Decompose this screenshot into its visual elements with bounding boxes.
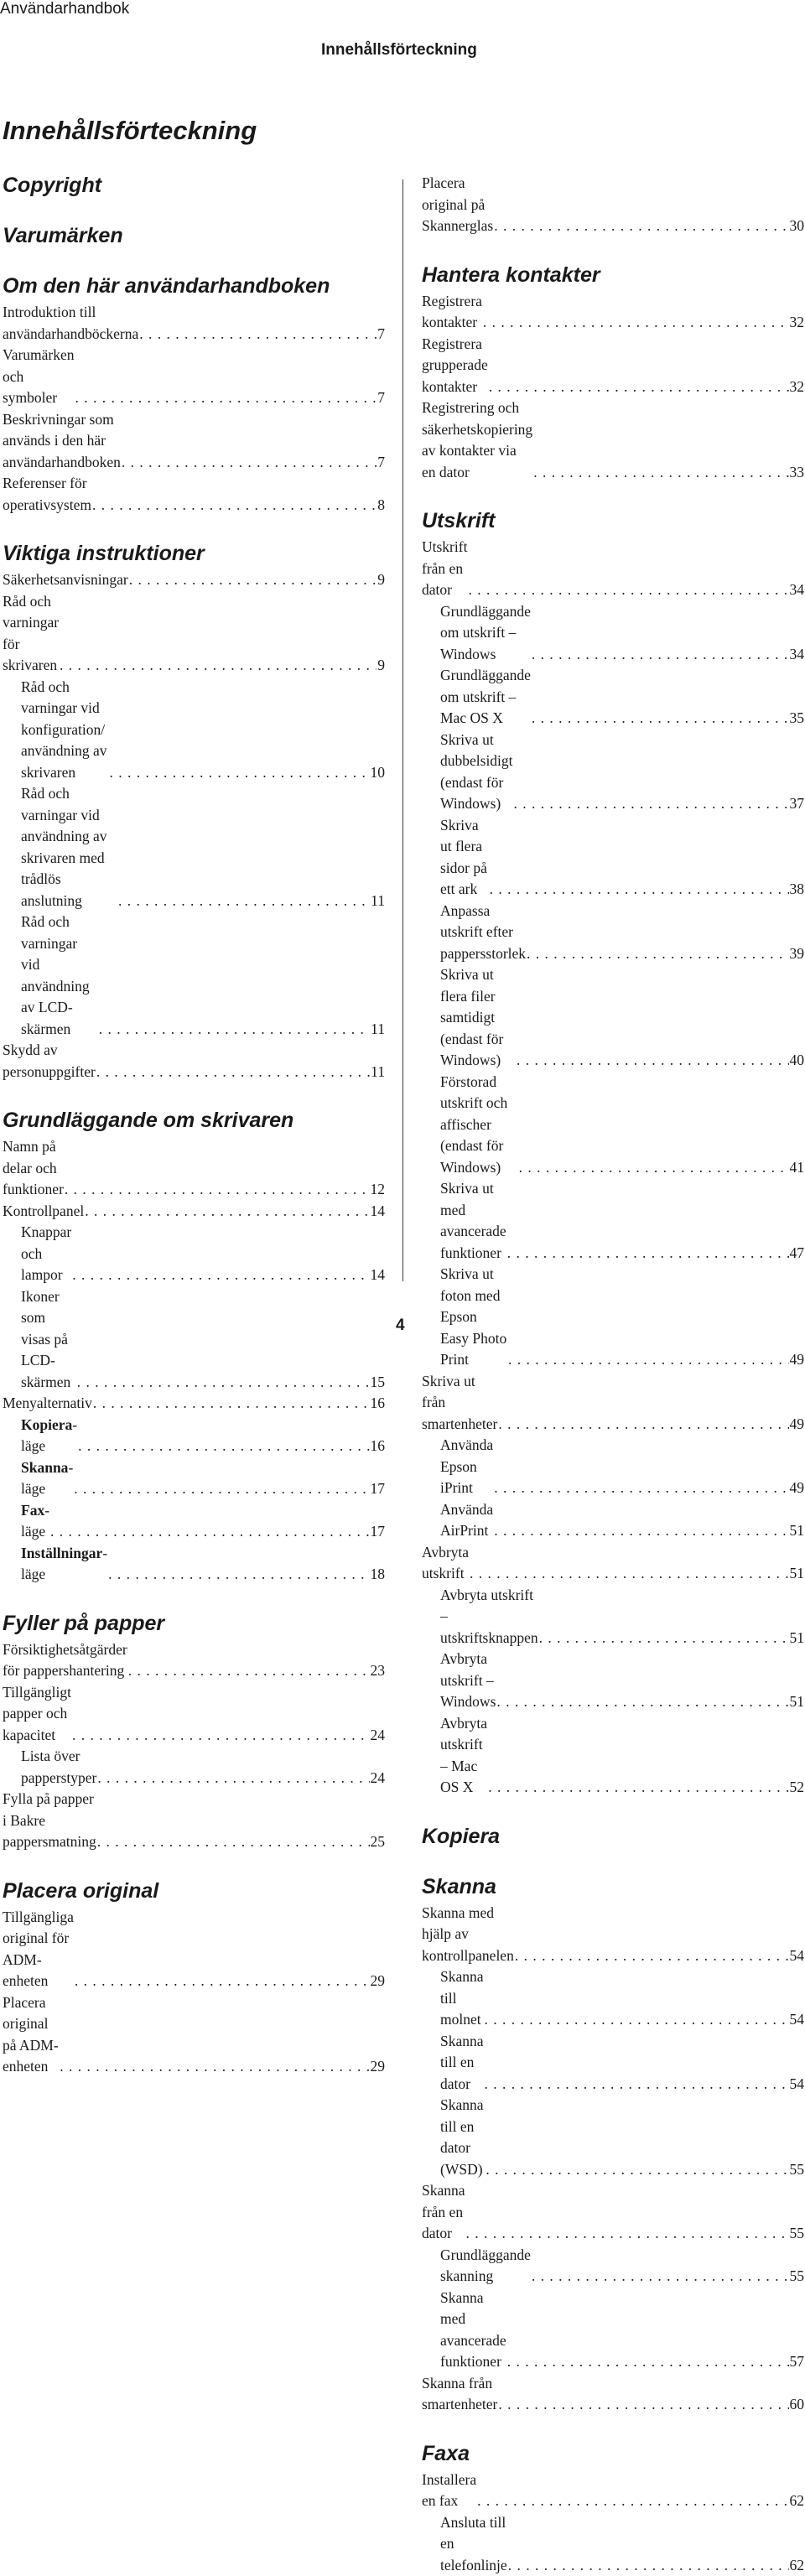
toc-entry-title: Menyalternativ: [3, 1393, 92, 1415]
toc-entry-bold-term: Kopiera: [21, 1416, 72, 1433]
toc-dot-leader: [486, 2159, 788, 2181]
toc-section-heading[interactable]: Placera original: [3, 1878, 385, 1903]
toc-entry-title: Skriva ut med avancerade funktioner: [440, 1178, 506, 1264]
toc-left-column: [3, 173, 385, 2078]
toc-entry-page: 62: [790, 2555, 805, 2576]
toc-entry-title: Ansluta till en telefonlinje: [440, 2512, 507, 2576]
toc-entry-page: 51: [790, 1691, 805, 1713]
toc-entry[interactable]: [3, 569, 385, 591]
toc-entry[interactable]: [3, 1457, 385, 1500]
toc-entry-title: [21, 1543, 107, 1586]
toc-entry[interactable]: [422, 2180, 804, 2245]
toc-entry-page: 14: [371, 1201, 386, 1223]
toc-entry-page: 49: [790, 1414, 805, 1436]
toc-dot-leader: [97, 1831, 370, 1853]
toc-entry-page: 33: [790, 462, 805, 484]
toc-entry-page: 41: [790, 1157, 805, 1179]
toc-entry-page: 11: [371, 1019, 385, 1041]
toc-dot-leader: [490, 879, 789, 901]
toc-entry-page: 38: [790, 879, 805, 901]
toc-entry[interactable]: [422, 2288, 804, 2373]
toc-entry[interactable]: [3, 591, 385, 677]
toc-entry[interactable]: [3, 783, 385, 911]
toc-section-heading[interactable]: Varumärken: [3, 223, 385, 248]
toc-entry[interactable]: [422, 815, 804, 901]
toc-entry-page: 55: [790, 2223, 805, 2245]
toc-dot-leader: [108, 1564, 369, 1586]
toc-entry-title: Skriva ut dubbelsidigt (endast för Windows): [440, 730, 513, 815]
toc-dot-leader: [488, 1777, 788, 1799]
toc-entry-title: Skydd av personuppgifter: [3, 1040, 96, 1083]
toc-entry-page: 39: [790, 943, 805, 965]
toc-entry[interactable]: [3, 1393, 385, 1415]
toc-entry-title: Förstorad utskrift och affischer (endast för Windows): [440, 1072, 518, 1179]
toc-entry-bold-term: Inställningar: [21, 1545, 102, 1561]
toc-dot-leader: [517, 1050, 789, 1072]
toc-entry[interactable]: [422, 665, 804, 730]
toc-entry-page: 7: [377, 452, 385, 474]
toc-entry-page: 11: [371, 891, 385, 912]
toc-entry-page: 34: [790, 579, 805, 601]
toc-entry-page: 49: [790, 1478, 805, 1499]
toc-dot-leader: [494, 1478, 788, 1499]
toc-dot-leader: [85, 1201, 369, 1223]
toc-entry-title-rest: -läge: [21, 1502, 49, 1540]
toc-dot-leader: [470, 1563, 788, 1585]
toc-entry-page: 24: [371, 1768, 386, 1789]
toc-entry-page: 11: [371, 1062, 385, 1083]
toc-dot-leader: [532, 708, 789, 730]
toc-entry-title: Råd och varningar för skrivaren: [3, 591, 59, 677]
toc-section-heading[interactable]: Viktiga instruktioner: [3, 541, 385, 566]
toc-entry-title: Referenser för operativsystem: [3, 473, 91, 516]
toc-entry-title: Namn på delar och funktioner: [3, 1136, 64, 1201]
toc-dot-leader: [485, 2074, 789, 2096]
toc-entry-page: 16: [371, 1436, 386, 1457]
toc-entry[interactable]: [422, 2095, 804, 2180]
toc-dot-leader: [466, 2223, 789, 2245]
toc-entry-title: Skanna med avancerade funktioner: [440, 2288, 506, 2373]
toc-entry-title: Registrera grupperade kontakter: [422, 334, 488, 398]
toc-dot-leader: [110, 762, 370, 784]
toc-entry-page: 9: [377, 655, 385, 677]
toc-dot-leader: [96, 1062, 370, 1083]
toc-entry-page: 32: [790, 312, 805, 334]
toc-entry[interactable]: [3, 1639, 385, 1682]
toc-entry-title: Installera en fax: [422, 2470, 476, 2512]
toc-entry-page: 34: [790, 644, 805, 666]
toc-entry-page: 35: [790, 708, 805, 730]
toc-entry-page: 7: [377, 324, 385, 345]
toc-dot-leader: [97, 1768, 369, 1789]
toc-entry[interactable]: [3, 911, 385, 1040]
toc-entry-page: 14: [371, 1265, 386, 1286]
toc-dot-leader: [139, 324, 377, 345]
toc-entry-page: 55: [790, 2266, 805, 2288]
toc-entry-title: Utskrift från en dator: [422, 537, 467, 601]
toc-entry-title: Skriva ut flera filer samtidigt (endast för Windows): [440, 964, 516, 1072]
toc-dot-leader: [507, 1243, 789, 1265]
toc-entry-page: 62: [790, 2490, 805, 2512]
toc-entry[interactable]: [422, 964, 804, 1072]
toc-section-heading[interactable]: Fyller på papper: [3, 1611, 385, 1636]
toc-entry-page: 10: [371, 762, 386, 784]
toc-entry[interactable]: [422, 334, 804, 398]
toc-dot-leader: [532, 2266, 789, 2288]
toc-entry[interactable]: [3, 1746, 385, 1789]
toc-dot-leader: [60, 2056, 369, 2078]
toc-entry[interactable]: [3, 409, 385, 474]
toc-entry-page: 57: [790, 2351, 805, 2373]
toc-entry-page: 8: [377, 495, 385, 517]
toc-entry-title-rest: -läge: [21, 1545, 107, 1583]
toc-entry[interactable]: [422, 901, 804, 965]
toc-entry[interactable]: [3, 1201, 385, 1223]
toc-entry-title: Placera original på Skannerglas: [422, 173, 493, 237]
page-number: 4: [396, 1317, 405, 1335]
toc-entry[interactable]: [3, 1992, 385, 2078]
toc-entry-page: 23: [371, 1660, 386, 1682]
toc-entry[interactable]: [3, 1286, 385, 1394]
toc-dot-leader: [494, 1520, 788, 1542]
toc-entry[interactable]: [422, 2245, 804, 2288]
toc-entry-title: Skriva ut flera sidor på ett ark: [440, 815, 489, 901]
toc-section-heading[interactable]: Kopiera: [422, 1824, 804, 1849]
toc-entry-page: 18: [371, 1564, 386, 1586]
toc-entry[interactable]: [3, 1543, 385, 1586]
toc-entry-title: [21, 1415, 77, 1457]
toc-dot-leader: [483, 312, 789, 334]
toc-entry-page: 30: [790, 216, 805, 237]
toc-entry-title: Anpassa utskrift efter pappersstorlek: [440, 901, 526, 965]
toc-entry-title: Skanna från en dator: [422, 2180, 465, 2245]
toc-entry-title: Registrera kontakter: [422, 291, 482, 334]
toc-entry[interactable]: [3, 1136, 385, 1201]
toc-dot-leader: [122, 452, 377, 474]
toc-dot-leader: [128, 1660, 370, 1682]
toc-entry[interactable]: [422, 291, 804, 334]
toc-entry-title: Ikoner som visas på LCD-skärmen: [21, 1286, 76, 1394]
toc-dot-leader: [118, 891, 370, 912]
toc-entry-page: 55: [790, 2159, 805, 2181]
toc-section-heading[interactable]: Om den här användarhandboken: [3, 273, 385, 299]
toc-entry-bold-term: Skanna: [21, 1459, 68, 1476]
toc-entry[interactable]: [422, 1371, 804, 1436]
toc-dot-leader: [74, 1478, 369, 1500]
toc-section-heading[interactable]: Copyright: [3, 173, 385, 198]
toc-entry-title: Fylla på papper i Bakre pappersmatning: [3, 1789, 96, 1853]
toc-entry-title: Använda AirPrint: [440, 1499, 493, 1542]
toc-entry-title: Placera original på ADM-enheten: [3, 1992, 59, 2078]
toc-entry-title-rest: -läge: [21, 1416, 77, 1455]
toc-entry-title: [21, 1457, 73, 1500]
toc-entry[interactable]: [422, 1499, 804, 1542]
toc-section-heading[interactable]: Grundläggande om skrivaren: [3, 1108, 385, 1133]
toc-dot-leader: [508, 1349, 789, 1371]
toc-entry[interactable]: [422, 1966, 804, 2031]
toc-dot-leader: [92, 495, 377, 517]
toc-entry-title: Avbryta utskrift – Windows: [440, 1649, 496, 1713]
toc-dot-leader: [527, 943, 788, 965]
toc-entry[interactable]: [422, 1435, 804, 1499]
toc-dot-leader: [514, 793, 789, 815]
toc-entry[interactable]: [422, 1903, 804, 1967]
toc-dot-leader: [507, 2351, 789, 2373]
toc-entry-title: Skriva ut från smartenheter: [422, 1371, 497, 1436]
toc-entry-page: 47: [790, 1243, 805, 1265]
toc-entry-title: Säkerhetsanvisningar: [3, 569, 128, 591]
toc-right-column: [422, 173, 804, 2576]
toc-entry[interactable]: [3, 1907, 385, 1992]
toc-entry-page: 24: [371, 1725, 386, 1747]
toc-entry-title: Avbryta utskrift: [422, 1542, 469, 1585]
toc-entry-page: 51: [790, 1628, 805, 1649]
toc-entry-title: Grundläggande om utskrift – Windows: [440, 601, 531, 666]
toc-entry[interactable]: [3, 1222, 385, 1286]
toc-section-heading[interactable]: Faxa: [422, 2441, 804, 2466]
toc-dot-leader: [77, 1372, 370, 1394]
running-section-title: Innehållsförteckning: [321, 41, 477, 60]
toc-dot-leader: [75, 387, 377, 409]
toc-dot-leader: [75, 1971, 370, 1992]
toc-entry-title: Knappar och lampor: [21, 1222, 71, 1286]
toc-dot-leader: [539, 1628, 789, 1649]
toc-entry-page: 29: [371, 2056, 386, 2078]
toc-entry[interactable]: [422, 1072, 804, 1179]
toc-dot-leader: [65, 1179, 370, 1201]
toc-dot-leader: [60, 655, 377, 677]
toc-entry-bold-term: Fax: [21, 1502, 44, 1519]
toc-dot-leader: [508, 2555, 789, 2576]
toc-dot-leader: [477, 2490, 788, 2512]
toc-entry-page: 54: [790, 1945, 805, 1967]
toc-dot-leader: [50, 1521, 369, 1543]
toc-entry-page: 17: [371, 1521, 386, 1543]
toc-entry-page: 51: [790, 1520, 805, 1542]
toc-entry-title: Tillgängliga original för ADM-enheten: [3, 1907, 74, 1992]
toc-entry-page: 32: [790, 377, 805, 398]
toc-entry-title: Varumärken och symboler: [3, 345, 75, 409]
toc-section-heading[interactable]: Skanna: [422, 1874, 804, 1899]
toc-entry[interactable]: [422, 601, 804, 666]
toc-entry-page: 17: [371, 1478, 386, 1500]
toc-entry-page: 54: [790, 2074, 805, 2096]
toc-dot-leader: [129, 569, 377, 591]
toc-dot-leader: [533, 462, 788, 484]
toc-entry-page: 49: [790, 1349, 805, 1371]
toc-dot-leader: [532, 644, 789, 666]
toc-dot-leader: [72, 1725, 369, 1747]
toc-entry-page: 40: [790, 1050, 805, 1072]
toc-entry[interactable]: [422, 2031, 804, 2096]
toc-entry-title: [21, 1500, 49, 1543]
toc-entry-title: Beskrivningar som används i den här användarhandboken: [3, 409, 121, 474]
toc-entry-title: Skanna från smartenheter: [422, 2373, 497, 2416]
toc-entry[interactable]: [3, 345, 385, 409]
toc-entry-title: Skanna till en dator (WSD): [440, 2095, 485, 2180]
toc-entry-title: Avbryta utskrift – utskriftsknappen: [440, 1585, 538, 1649]
toc-entry-title: Råd och varningar vid användning av LCD-skärmen: [21, 911, 98, 1040]
toc-entry-title: Tillgängligt papper och kapacitet: [3, 1682, 71, 1747]
toc-dot-leader: [498, 1414, 788, 1436]
toc-entry-title: Registrering och säkerhetskopiering av kontakter via en dator: [422, 397, 532, 483]
page-title: Innehållsförteckning: [3, 116, 257, 146]
toc-entry-title: Lista över papperstyper: [21, 1746, 96, 1789]
toc-entry-page: 51: [790, 1563, 805, 1585]
toc-entry[interactable]: [3, 1040, 385, 1083]
toc-dot-leader: [498, 2394, 788, 2416]
toc-entry[interactable]: [422, 2512, 804, 2576]
toc-entry-title: Råd och varningar vid konfiguration/ användning av skrivaren: [21, 677, 109, 784]
toc-dot-leader: [485, 2009, 789, 2031]
toc-entry[interactable]: [422, 1585, 804, 1649]
toc-dot-leader: [519, 1157, 789, 1179]
toc-entry[interactable]: [3, 473, 385, 516]
toc-entry-page: 25: [371, 1831, 386, 1853]
toc-entry-title: Introduktion till användarhandböckerna: [3, 302, 138, 345]
toc-entry[interactable]: [3, 1415, 385, 1457]
toc-entry-page: 12: [371, 1179, 386, 1201]
toc-entry-page: 7: [377, 387, 385, 409]
toc-entry[interactable]: [422, 2470, 804, 2512]
toc-entry-page: 9: [377, 569, 385, 591]
column-divider: [402, 179, 403, 1281]
toc-entry-title: Använda Epson iPrint: [440, 1435, 493, 1499]
toc-entry-title: Grundläggande om utskrift – Mac OS X: [440, 665, 531, 730]
toc-entry-title: Försiktighetsåtgärder för pappershantering: [3, 1639, 127, 1682]
toc-entry[interactable]: [3, 302, 385, 345]
toc-entry-title-rest: -läge: [21, 1459, 73, 1498]
toc-entry[interactable]: [422, 1542, 804, 1585]
toc-entry-title: Skriva ut foton med Epson Easy Photo Print: [440, 1264, 507, 1371]
toc-dot-leader: [99, 1019, 370, 1041]
toc-entry[interactable]: [422, 1713, 804, 1799]
toc-entry-page: 54: [790, 2009, 805, 2031]
toc-entry[interactable]: [422, 2373, 804, 2416]
toc-entry[interactable]: [3, 677, 385, 784]
toc-dot-leader: [78, 1436, 369, 1457]
toc-dot-leader: [468, 579, 788, 601]
toc-section-heading[interactable]: Hantera kontakter: [422, 262, 804, 288]
toc-entry[interactable]: [422, 397, 804, 483]
toc-entry-title: Avbryta utskrift – Mac OS X: [440, 1713, 487, 1799]
toc-entry-page: 16: [371, 1393, 386, 1415]
toc-entry[interactable]: [422, 1178, 804, 1264]
toc-entry-title: Skanna till molnet: [440, 1966, 484, 2031]
toc-entry[interactable]: [422, 173, 804, 237]
toc-entry-page: 29: [371, 1971, 386, 1992]
toc-dot-leader: [515, 1945, 789, 1967]
toc-dot-leader: [72, 1265, 369, 1286]
toc-dot-leader: [494, 216, 788, 237]
toc-entry-title: Grundläggande skanning: [440, 2245, 531, 2288]
toc-entry-title: Råd och varningar vid användning av skrivaren med trådlös anslutning: [21, 783, 117, 911]
running-header: Användarhandbok: [0, 0, 129, 18]
toc-entry[interactable]: [3, 1682, 385, 1747]
toc-entry-page: 15: [371, 1372, 386, 1394]
toc-entry[interactable]: [422, 730, 804, 815]
toc-entry-page: 60: [790, 2394, 805, 2416]
toc-entry[interactable]: [3, 1500, 385, 1543]
toc-section-heading[interactable]: Utskrift: [422, 508, 804, 533]
toc-entry[interactable]: [422, 1264, 804, 1371]
toc-dot-leader: [489, 377, 789, 398]
toc-entry[interactable]: [422, 1649, 804, 1713]
toc-entry-page: 37: [790, 793, 805, 815]
toc-entry[interactable]: [422, 537, 804, 601]
toc-dot-leader: [93, 1393, 370, 1415]
toc-entry[interactable]: [3, 1789, 385, 1853]
toc-entry-title: Kontrollpanel: [3, 1201, 84, 1223]
toc-entry-title: Skanna med hjälp av kontrollpanelen: [422, 1903, 514, 1967]
toc-entry-page: 52: [790, 1777, 805, 1799]
toc-entry-title: Skanna till en dator: [440, 2031, 484, 2096]
toc-dot-leader: [496, 1691, 788, 1713]
